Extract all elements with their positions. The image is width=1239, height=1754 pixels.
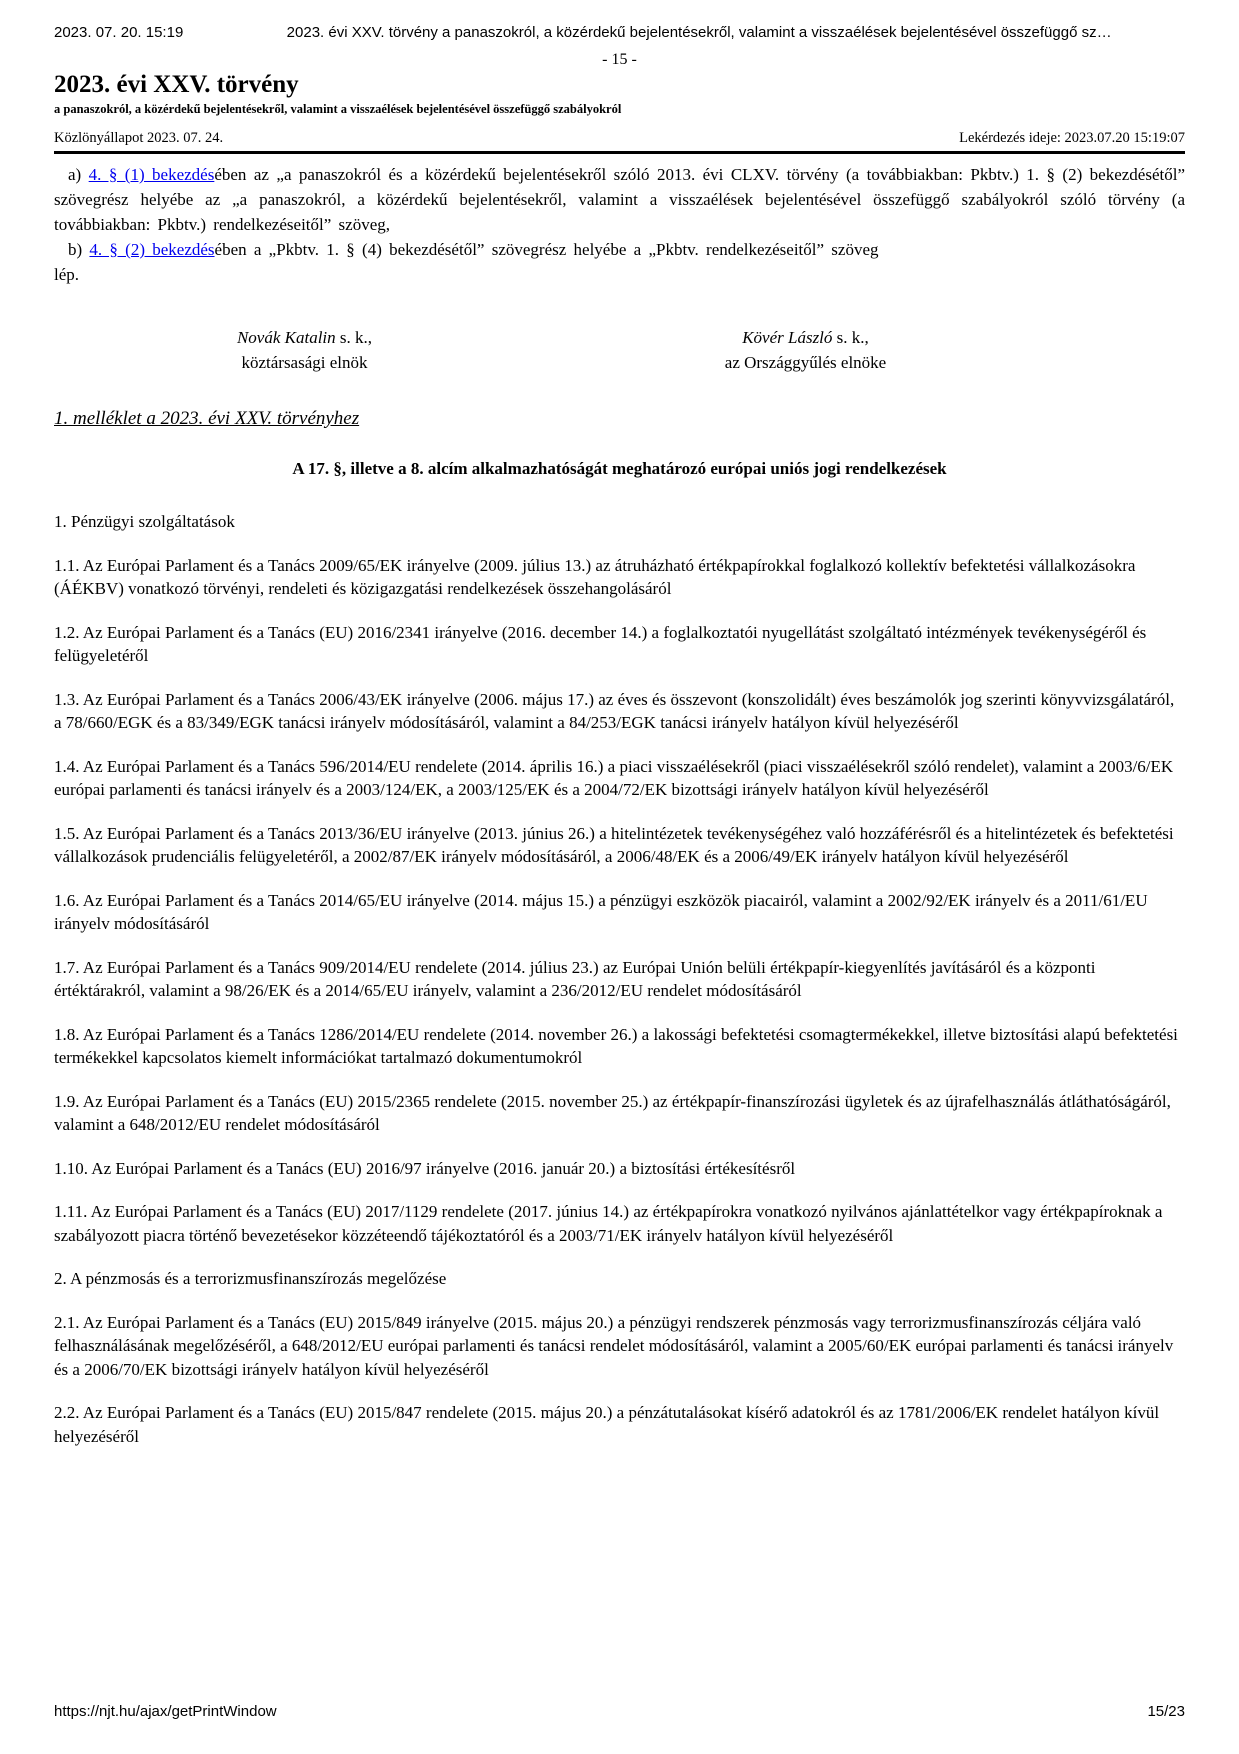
amendment-a-text: ében az „a panaszokról és a közérdekű bejelentésekről szóló 2013. évi CLXV. törvény (a továbbiakban: Pkbtv.) 1. § (2) bekezdésétől” szövegrész helyébe az „a panaszokról, a közérdekű bejelentésekről, valamint a visszaélések bejelentésével összefüggő szabályokról szóló törvény (a továbbiakban: Pkbtv.) rendelkezéseitől” szöveg,: [54, 165, 1185, 234]
page-number-marker: - 15 -: [602, 51, 637, 68]
print-header-datetime: 2023. 07. 20. 15:19: [54, 24, 184, 41]
amendment-a-prefix: a): [68, 165, 89, 184]
annex-paragraph: 1.1. Az Európai Parlament és a Tanács 2009/65/EK irányelve (2009. július 13.) az átruházható értékpapírokkal foglalkozó kollektív befektetési vállalkozásokra (ÁÉKBV) vonatkozó törvényi, rendeleti és közigazgatási rendelkezések összehangolásáról: [54, 555, 1136, 598]
print-header: [54, 24, 1185, 42]
signature-right-line: [555, 325, 1056, 350]
annex-paragraph-list: [54, 510, 1185, 1448]
signature-left: [54, 325, 555, 375]
amendment-b-prefix: b): [68, 240, 90, 259]
annex-paragraph: 1.9. Az Európai Parlament és a Tanács (EU) 2015/2365 rendelete (2015. november 25.) az értékpapír-finanszírozási ügyletek és az újrafelhasználás átláthatóságáról, valamint a 648/2012/EU rendelet módosításáról: [54, 1091, 1171, 1134]
signature-right-suffix: s. k.,: [832, 328, 869, 347]
annex-heading: 1. melléklet a 2023. évi XXV. törvényhez: [54, 408, 360, 429]
law-title: 2023. évi XXV. törvény: [54, 71, 299, 98]
amendment-item-b: [54, 237, 1185, 262]
amendment-b-text: ében a „Pkbtv. 1. § (4) bekezdésétől” szövegrész helyébe a „Pkbtv. rendelkezéseitől” szöveg: [214, 240, 879, 259]
print-footer-page-indicator: 15/23: [1147, 1703, 1185, 1720]
signature-left-role: köztársasági elnök: [241, 353, 368, 372]
signature-block: [54, 325, 1056, 375]
signature-left-name: Novák Katalin: [236, 328, 336, 347]
annex-paragraph: 1. Pénzügyi szolgáltatások: [54, 512, 235, 531]
amendment-closing: lép.: [54, 265, 80, 284]
annex-paragraph: 1.5. Az Európai Parlament és a Tanács 2013/36/EU irányelve (2013. június 26.) a hitelintézetek tevékenységéhez való hozzáférésről és a hitelintézetek és befektetési vállalkozások prudenciális felügyeletéről, a 2002/87/EK irányelv módosításáról, a 2006/48/EK és a 2006/49/EK irányelv hatályon kívül helyezéséről: [54, 823, 1174, 866]
amendment-item-a: [54, 162, 1185, 237]
annex-paragraph: 1.4. Az Európai Parlament és a Tanács 596/2014/EU rendelete (2014. április 16.) a piaci visszaélésekről (piaci visszaélésekről szóló rendelet), valamint a 2003/6/EK európai parlamenti és tanácsi irányelv és a 2003/124/EK, a 2003/125/EK és a 2004/72/EK bizottsági irányelv hatályon kívül helyezéséről: [54, 756, 1174, 799]
annex-paragraph: 1.8. Az Európai Parlament és a Tanács 1286/2014/EU rendelete (2014. november 26.) a lakossági befektetési csomagtermékekkel, illetve biztosítási alapú befektetési termékekkel kapcsolatos kiemelt információkat tartalmazó dokumentumokról: [54, 1024, 1178, 1067]
print-footer: [54, 1703, 1185, 1720]
annex-paragraph: 1.3. Az Európai Parlament és a Tanács 2006/43/EK irányelve (2006. május 17.) az éves és összevont (konszolidált) éves beszámolók jog szerinti könyvvizsgálatáról, a 78/660/EGK és a 83/349/EGK tanácsi irányelv módosításáról, valamint a 84/253/EGK tanácsi irányelv hatályon kívül helyezéséről: [54, 689, 1175, 732]
query-time: Lekérdezés ideje: 2023.07.20 15:19:07: [959, 130, 1185, 146]
signature-left-line: [54, 325, 555, 350]
annex-paragraph: 2.2. Az Európai Parlament és a Tanács (EU) 2015/847 rendelete (2015. május 20.) a pénzátutalásokat kísérő adatokról és az 1781/2006/EK rendelet hatályon kívül helyezéséről: [54, 1403, 1160, 1446]
annex-paragraph: 2.1. Az Európai Parlament és a Tanács (EU) 2015/849 irányelve (2015. május 20.) a pénzügyi rendszerek pénzmosás vagy terrorizmusfinanszírozás céljára való felhasználásának megelőzéséről, a 648/2012/EU európai parlamenti és tanácsi rendelet módosításáról, valamint a 2005/60/EK európai parlamenti és tanácsi irányelv és a 2006/70/EK bizottsági irányelv hatályon kívül helyezéséről: [54, 1312, 1174, 1379]
annex-paragraph: 2. A pénzmosás és a terrorizmusfinanszírozás megelőzése: [54, 1269, 447, 1288]
signature-right: [555, 325, 1056, 375]
print-header-document-title: 2023. évi XXV. törvény a panaszokról, a közérdekű bejelentésekről, valamint a visszaélések bejelentésével összefüggő sz…: [286, 24, 1112, 41]
annex-paragraph: 1.6. Az Európai Parlament és a Tanács 2014/65/EU irányelve (2014. május 15.) a pénzügyi eszközök piacairól, valamint a 2002/92/EK irányelv és a 2011/61/EU irányelv módosításáról: [54, 890, 1148, 933]
annex-paragraph: 1.2. Az Európai Parlament és a Tanács (EU) 2016/2341 irányelve (2016. december 14.) a foglalkoztatói nyugellátást szolgáltató intézmények tevékenységéről és felügyeletéről: [54, 622, 1147, 665]
amendment-a-link[interactable]: 4. § (1) bekezdés: [88, 165, 215, 184]
annex-paragraph: 1.10. Az Európai Parlament és a Tanács (EU) 2016/97 irányelve (2016. január 20.) a biztosítási értékesítésről: [54, 1158, 796, 1178]
signature-right-role: az Országgyűlés elnöke: [724, 353, 887, 372]
signature-left-suffix: s. k.,: [335, 328, 373, 347]
gazette-state: Közlönyállapot 2023. 07. 24.: [54, 130, 224, 146]
amendment-b-link[interactable]: 4. § (2) bekezdés: [89, 240, 215, 259]
law-meta-row: [54, 130, 1185, 154]
annex-paragraph: 1.11. Az Európai Parlament és a Tanács (EU) 2017/1129 rendelete (2017. június 14.) az értékpapírokra vonatkozó nyilvános ajánlattételkor vagy értékpapíroknak a szabályozott piacra történő bevezetésekor közzéteendő tájékoztatóról és a 2003/71/EK irányelv hatályon kívül helyezéséről: [54, 1202, 1163, 1245]
law-subtitle: a panaszokról, a közérdekű bejelentésekről, valamint a visszaélések bejelentésével összefüggő szabályokról: [54, 102, 622, 116]
annex-paragraph: 1.7. Az Európai Parlament és a Tanács 909/2014/EU rendelete (2014. július 23.) az Európai Unión belüli értékpapír-kiegyenlítés javításáról és a központi értéktárakról, valamint a 98/26/EK és a 2014/65/EU irányelv, valamint a 236/2012/EU rendelet módosításáról: [54, 957, 1096, 1000]
amendments-section: [54, 162, 1185, 287]
annex-title: A 17. §, illetve a 8. alcím alkalmazhatóságát meghatározó európai uniós jogi rendelkezések: [292, 459, 947, 478]
print-footer-url: https://njt.hu/ajax/getPrintWindow: [54, 1703, 277, 1720]
signature-right-name: Kövér László: [742, 328, 833, 347]
